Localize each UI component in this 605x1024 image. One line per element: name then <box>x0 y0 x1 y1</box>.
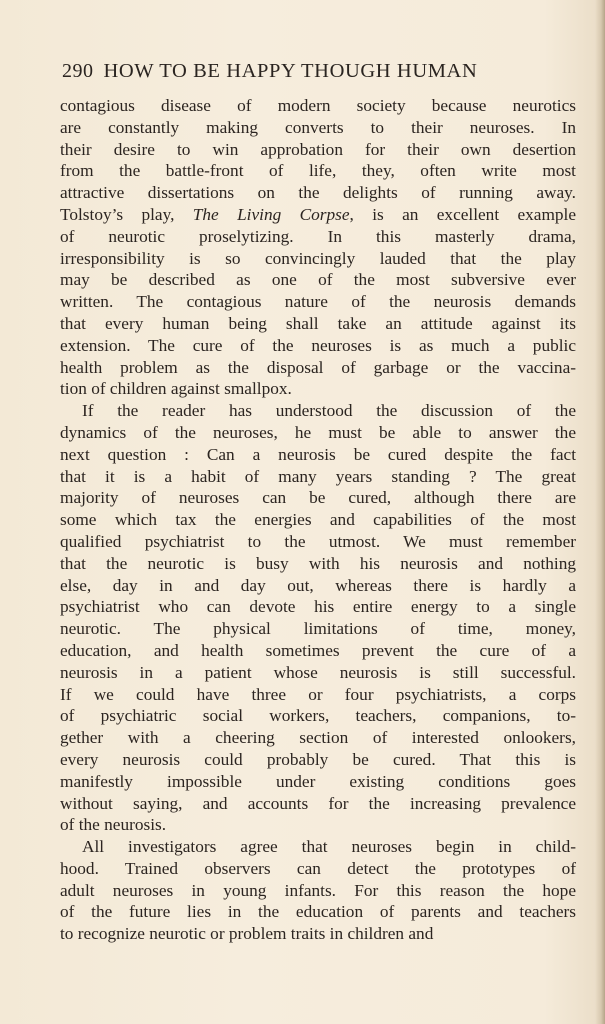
book-title-italic: The Living Corpse <box>192 204 350 224</box>
text-line <box>60 378 576 400</box>
text-line <box>60 684 576 706</box>
text-segment: neurosis in a patient whose neurosis is still successful. <box>60 662 576 682</box>
text-segment: extension. The cure of the neuroses is as much a public <box>60 335 576 355</box>
running-head-title: HOW TO BE HAPPY THOUGH HUMAN <box>103 60 478 82</box>
text-segment: every neurosis could probably be cured. That this is <box>60 749 576 769</box>
text-line <box>60 836 576 858</box>
text-line <box>60 662 576 684</box>
text-segment: Tolstoy’s play, <box>60 204 193 224</box>
text-segment: attractive dissertations on the delights of running away. <box>60 183 576 203</box>
text-segment: without saying, and accounts for the increasing prevalence <box>60 793 576 813</box>
text-segment: dynamics of the neuroses, he must be able to answer the <box>60 422 576 442</box>
text-segment: written. The contagious nature of the neurosis demands <box>60 292 576 312</box>
paragraph <box>60 95 576 400</box>
text-segment: tion of children against smallpox. <box>60 379 292 399</box>
text-line <box>60 444 576 466</box>
text-line <box>60 771 576 793</box>
text-line <box>60 226 576 248</box>
text-line <box>60 814 576 836</box>
text-line <box>60 618 576 640</box>
text-line <box>60 95 576 117</box>
text-segment: of psychiatric social workers, teachers, companions, to- <box>60 706 576 726</box>
text-segment: of the future lies in the education of parents and teachers <box>60 902 576 922</box>
text-segment: qualified psychiatrist to the utmost. We must remember <box>60 531 576 551</box>
text-segment: manifestly impossible under existing conditions goes <box>60 771 576 791</box>
page-edge-shadow <box>595 0 605 1024</box>
text-segment: to recognize neurotic or problem traits in children and <box>60 924 434 944</box>
running-head <box>62 60 582 90</box>
text-segment: neurotic. The physical limitations of time, money, <box>60 619 576 639</box>
text-segment: All investigators agree that neuroses begin in child- <box>82 837 576 857</box>
text-segment: adult neuroses in young infants. For this reason the hope <box>60 880 576 900</box>
text-line <box>60 313 576 335</box>
text-segment: next question : Can a neurosis be cured despite the fact <box>60 444 576 464</box>
text-segment: some which tax the energies and capabilities of the most <box>60 510 576 530</box>
text-line <box>60 575 576 597</box>
text-line <box>60 357 576 379</box>
text-line <box>60 139 576 161</box>
text-segment: of neurotic proselytizing. In this masterly drama, <box>60 226 576 246</box>
text-segment: from the battle-front of life, they, often write most <box>60 161 576 181</box>
text-line <box>60 335 576 357</box>
text-line <box>60 160 576 182</box>
text-line <box>60 531 576 553</box>
text-line <box>60 466 576 488</box>
text-line <box>60 640 576 662</box>
text-segment: hood. Trained observers can detect the prototypes of <box>60 858 576 878</box>
text-segment: that it is a habit of many years standing ? The great <box>60 466 576 486</box>
text-line <box>60 291 576 313</box>
text-line <box>60 858 576 880</box>
text-segment: , is an excellent example <box>349 204 577 224</box>
text-line <box>60 749 576 771</box>
text-line <box>60 248 576 270</box>
body-text <box>60 95 576 945</box>
text-line <box>60 422 576 444</box>
text-segment: If the reader has understood the discussion of the <box>82 401 576 421</box>
text-segment: irresponsibility is so convincingly lauded that the play <box>60 248 576 268</box>
text-segment: are constantly making converts to their neuroses. In <box>60 117 576 137</box>
text-line <box>60 400 576 422</box>
text-line <box>60 487 576 509</box>
text-line <box>60 923 576 945</box>
text-line <box>60 269 576 291</box>
text-segment: of the neurosis. <box>60 815 167 835</box>
text-segment: that the neurotic is busy with his neurosis and nothing <box>60 553 576 573</box>
text-line <box>60 553 576 575</box>
text-line <box>60 880 576 902</box>
text-line <box>60 901 576 923</box>
text-segment: psychiatrist who can devote his entire energy to a single <box>60 597 576 617</box>
text-segment: contagious disease of modern society because neurotics <box>60 96 576 115</box>
text-line <box>60 727 576 749</box>
text-line <box>60 204 576 226</box>
text-segment: their desire to win approbation for their own desertion <box>60 139 576 159</box>
paragraph <box>60 400 576 836</box>
text-segment: that every human being shall take an attitude against its <box>60 313 576 333</box>
text-line <box>60 596 576 618</box>
text-line <box>60 793 576 815</box>
text-segment: gether with a cheering section of interested onlookers, <box>60 728 576 748</box>
text-segment: else, day in and day out, whereas there is hardly a <box>60 575 576 595</box>
text-line <box>60 509 576 531</box>
text-segment: education, and health sometimes prevent the cure of a <box>60 640 576 660</box>
page-number: 290 <box>62 60 94 82</box>
text-line <box>60 705 576 727</box>
text-line <box>60 182 576 204</box>
text-segment: may be described as one of the most subversive ever <box>60 270 576 290</box>
text-segment: health problem as the disposal of garbage or the vaccina- <box>60 357 576 377</box>
text-segment: majority of neuroses can be cured, although there are <box>60 488 576 508</box>
text-line <box>60 117 576 139</box>
text-segment: If we could have three or four psychiatrists, a corps <box>60 684 576 704</box>
paragraph <box>60 836 576 945</box>
